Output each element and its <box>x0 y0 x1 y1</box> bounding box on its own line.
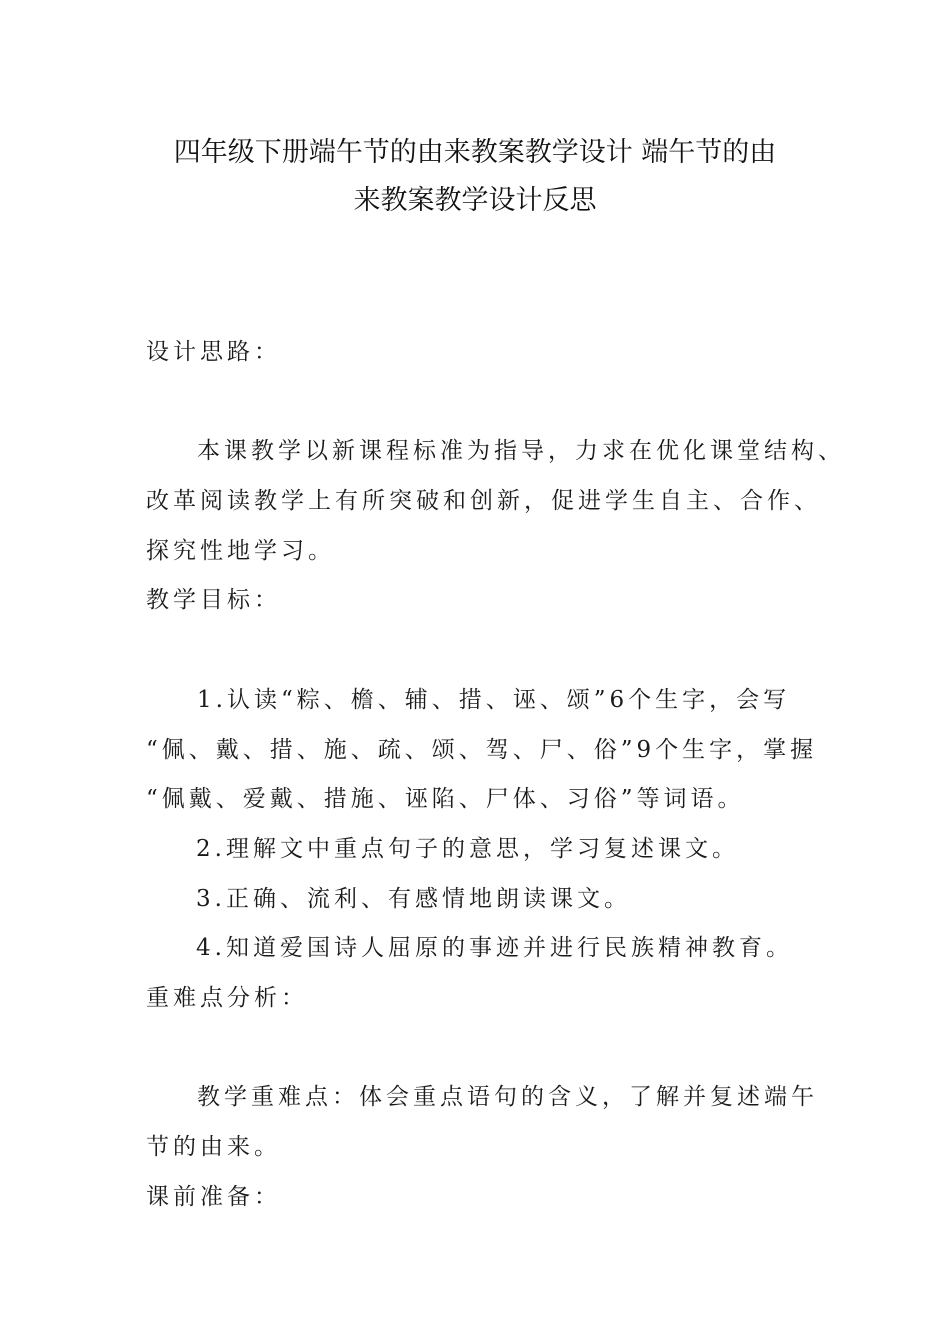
goal-4: 4.知道爱国诗人屈原的事迹并进行民族精神教育。 <box>196 935 793 961</box>
key-points-paragraph-line: 教学重难点：体会重点语句的含义，了解并复述端午 <box>197 1084 818 1110</box>
preparation-heading: 课前准备： <box>146 1184 281 1210</box>
design-heading: 设计思路： <box>146 339 281 365</box>
key-points-heading: 重难点分析： <box>146 985 308 1011</box>
document-title-line-2: 来教案教学设计反思 <box>353 185 597 216</box>
key-points-paragraph-line: 节的由来。 <box>146 1134 281 1160</box>
goal-2: 2.理解文中重点句子的意思，学习复述课文。 <box>196 836 739 862</box>
goal-3: 3.正确、流利、有感情地朗读课文。 <box>196 886 631 912</box>
design-paragraph-line: 本课教学以新课程标准为指导，力求在优化课堂结构、 <box>197 438 845 464</box>
design-paragraph-line: 探究性地学习。 <box>146 538 335 564</box>
goal-1-line: “佩戴、爱戴、措施、诬陷、尸体、习俗”等词语。 <box>146 786 745 812</box>
design-paragraph-line: 改革阅读教学上有所突破和创新，促进学生自主、合作、 <box>146 488 821 514</box>
goal-1-line: 1.认读“粽、檐、辅、措、诬、颂”6个生字，会写 <box>197 687 791 713</box>
goal-1-line: “佩、戴、措、施、疏、颂、驾、尸、俗”9个生字，掌握 <box>146 737 818 763</box>
goals-heading: 教学目标： <box>146 587 281 613</box>
document-title-line-1: 四年级下册端午节的由来教案教学设计 端午节的由 <box>173 137 777 168</box>
